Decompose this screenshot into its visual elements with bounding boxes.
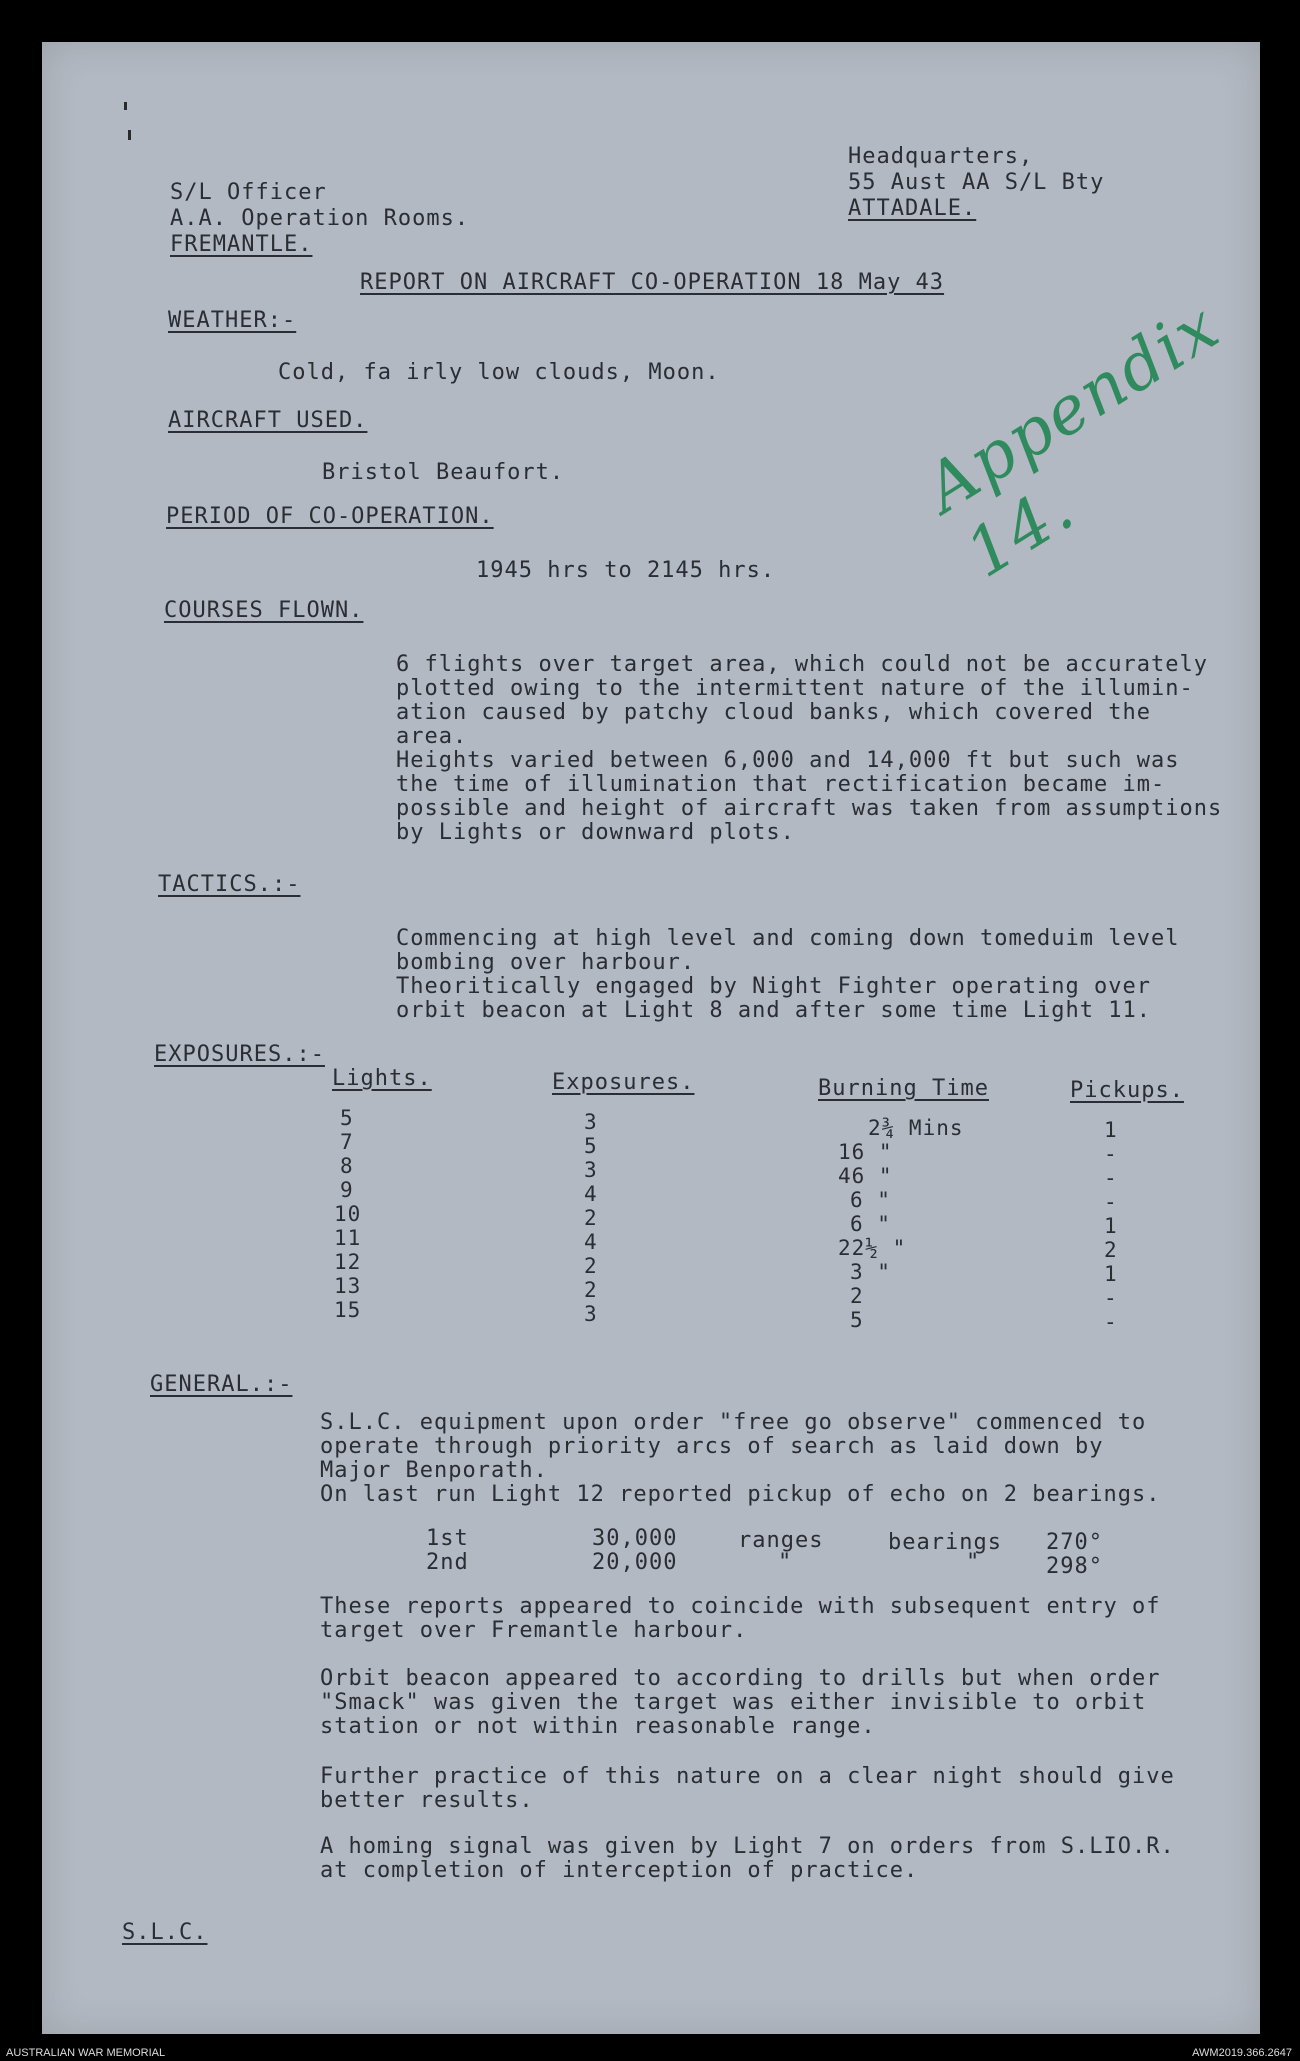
hq-line-3: ATTADALE. [848, 196, 977, 221]
hq-line-2: 55 Aust AA S/L Bty [848, 170, 1105, 195]
cell-light: 5 [340, 1106, 354, 1130]
courses-line: ation caused by patchy cloud banks, which covered the [396, 700, 1151, 725]
general-line: A homing signal was given by Light 7 on orders from S.LIO.R. [320, 1834, 1175, 1859]
bearing-range: 20,000 [592, 1550, 678, 1575]
general-line: These reports appeared to coincide with subsequent entry of [320, 1594, 1161, 1619]
cell-pickups: 2 [1104, 1238, 1118, 1262]
exposures-heading: EXPOSURES.:- [154, 1042, 325, 1067]
bearing-label-bearings: bearings [888, 1530, 1002, 1555]
recipient-line-1: S/L Officer [170, 180, 327, 205]
general-line: target over Fremantle harbour. [320, 1618, 748, 1643]
general-line: "Smack" was given the target was either invisible to orbit [320, 1690, 1147, 1715]
tactics-line: Theoritically engaged by Night Fighter operating over [396, 974, 1151, 999]
cell-burning-time: 5 [850, 1308, 864, 1332]
signature-block: S.L.C. [122, 1920, 208, 1945]
cell-light: 13 [334, 1274, 362, 1298]
cell-light: 15 [334, 1298, 362, 1322]
tactics-line: orbit beacon at Light 8 and after some time Light 11. [396, 998, 1151, 1023]
courses-line: by Lights or downward plots. [396, 820, 795, 845]
tactics-line: bombing over harbour. [396, 950, 696, 975]
cell-exposures: 3 [584, 1158, 598, 1182]
general-line: Major Benporath. [320, 1458, 548, 1483]
cell-burning-time: 6 " [850, 1188, 891, 1212]
bearing-value: 270° [1046, 1530, 1103, 1555]
cell-pickups: 1 [1104, 1118, 1118, 1142]
handwritten-annotation: Appendix 14. [912, 286, 1233, 593]
courses-line: 6 flights over target area, which could not be accurately [396, 652, 1208, 677]
document-page [42, 42, 1260, 2034]
weather-heading: WEATHER:- [168, 308, 297, 333]
period-text: 1945 hrs to 2145 hrs. [476, 558, 776, 583]
cell-light: 9 [340, 1178, 354, 1202]
general-line: On last run Light 12 reported pickup of echo on 2 bearings. [320, 1482, 1161, 1507]
cell-exposures: 3 [584, 1110, 598, 1134]
aircraft-text: Bristol Beaufort. [322, 460, 565, 485]
cell-exposures: 2 [584, 1254, 598, 1278]
courses-heading: COURSES FLOWN. [164, 598, 364, 623]
courses-line: plotted owing to the intermittent nature of the illumin- [396, 676, 1194, 701]
courses-line: the time of illumination that rectification became im- [396, 772, 1166, 797]
tactics-heading: TACTICS.:- [158, 872, 301, 897]
courses-line: area. [396, 724, 468, 749]
cell-light: 7 [340, 1130, 354, 1154]
general-line: at completion of interception of practice. [320, 1858, 919, 1883]
bearing-ordinal: 1st [426, 1526, 469, 1551]
recipient-line-2: A.A. Operation Rooms. [170, 206, 470, 231]
courses-line: possible and height of aircraft was taken from assumptions [396, 796, 1223, 821]
cell-light: 12 [334, 1250, 362, 1274]
column-header-pickups: Pickups. [1070, 1078, 1184, 1103]
cell-light: 11 [334, 1226, 362, 1250]
cell-light: 8 [340, 1154, 354, 1178]
cell-burning-time: 6 " [850, 1212, 891, 1236]
aircraft-heading: AIRCRAFT USED. [168, 408, 368, 433]
general-heading: GENERAL.:- [150, 1372, 293, 1397]
cell-pickups: 1 [1104, 1214, 1118, 1238]
cell-pickups: - [1104, 1310, 1118, 1334]
general-line: Orbit beacon appeared to according to drills but when order [320, 1666, 1161, 1691]
courses-line: Heights varied between 6,000 and 14,000 ft but such was [396, 748, 1180, 773]
tactics-line: Commencing at high level and coming down tomeduim level [396, 926, 1180, 951]
footer-source: AUSTRALIAN WAR MEMORIAL [6, 2047, 166, 2059]
cell-exposures: 3 [584, 1302, 598, 1326]
hq-line-1: Headquarters, [848, 144, 1034, 169]
general-line: better results. [320, 1788, 534, 1813]
cell-burning-time: 2 [850, 1284, 864, 1308]
cell-exposures: 4 [584, 1230, 598, 1254]
cell-pickups: - [1104, 1142, 1118, 1166]
bearing-ordinal: 2nd [426, 1550, 469, 1575]
cell-burning-time: 2¾ Mins [868, 1116, 964, 1140]
cell-burning-time: 16 " [838, 1140, 893, 1164]
footer-reference: AWM2019.366.2647 [1192, 2047, 1292, 2059]
cell-exposures: 2 [584, 1278, 598, 1302]
cell-burning-time: 46 " [838, 1164, 893, 1188]
punch-mark [124, 102, 127, 110]
cell-pickups: - [1104, 1286, 1118, 1310]
column-header-burning-time: Burning Time [818, 1076, 989, 1101]
column-header-exposures: Exposures. [552, 1070, 695, 1095]
bearing-label-ranges: " [778, 1550, 793, 1575]
cell-pickups: 1 [1104, 1262, 1118, 1286]
cell-exposures: 2 [584, 1206, 598, 1230]
general-line: Further practice of this nature on a clear night should give [320, 1764, 1175, 1789]
bearing-range: 30,000 [592, 1526, 678, 1551]
cell-pickups: - [1104, 1166, 1118, 1190]
period-heading: PERIOD OF CO-OPERATION. [166, 504, 494, 529]
bearing-label-bearings: " [966, 1550, 981, 1575]
column-header-lights: Lights. [332, 1066, 432, 1091]
cell-exposures: 5 [584, 1134, 598, 1158]
general-line: S.L.C. equipment upon order "free go observe" commenced to [320, 1410, 1147, 1435]
cell-pickups: - [1104, 1190, 1118, 1214]
bearing-label-ranges: ranges [738, 1528, 824, 1553]
cell-burning-time: 22½ " [838, 1236, 907, 1260]
cell-light: 10 [334, 1202, 362, 1226]
recipient-line-3: FREMANTLE. [170, 232, 313, 257]
weather-text: Cold, fa irly low clouds, Moon. [278, 360, 720, 385]
report-title: REPORT ON AIRCRAFT CO-OPERATION 18 May 43 [360, 270, 945, 295]
bearing-value: 298° [1046, 1554, 1103, 1579]
general-line: station or not within reasonable range. [320, 1714, 876, 1739]
cell-exposures: 4 [584, 1182, 598, 1206]
cell-burning-time: 3 " [850, 1260, 891, 1284]
general-line: operate through priority arcs of search as laid down by [320, 1434, 1104, 1459]
punch-mark [128, 130, 131, 140]
